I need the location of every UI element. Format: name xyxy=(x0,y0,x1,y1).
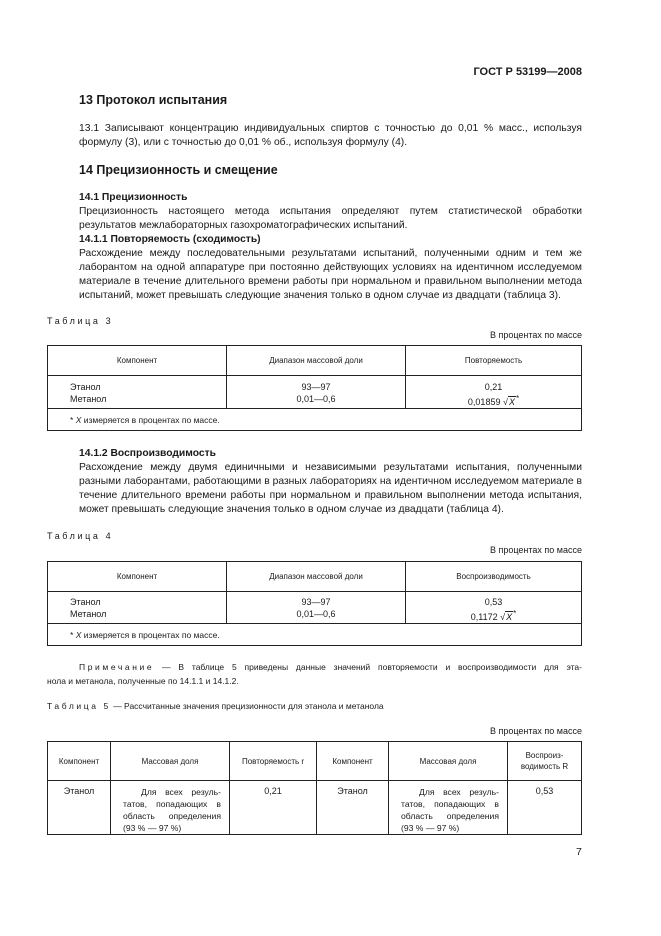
table5-unit: В процентах по массе xyxy=(489,726,582,736)
table4-row1-value: 0,53 xyxy=(484,597,503,607)
table5-frac2-l1: Для всех резуль- xyxy=(419,787,499,797)
table5-col-mass-fraction2: Массовая доля xyxy=(389,742,508,781)
table4-row1-range: 93—97 xyxy=(301,597,331,607)
document-header: ГОСТ Р 53199—2008 xyxy=(473,66,582,78)
table4-row1-name: Этанол xyxy=(70,597,101,607)
para-14-1-1-line3: материале в течение длительного времени работы при нормальном и правильном выполнении метода xyxy=(79,276,582,287)
sqrt-icon: √ xyxy=(502,397,508,407)
table3-row1-name: Этанол xyxy=(70,382,101,392)
table5-frac2-l3: область определения xyxy=(401,811,499,821)
table5-caption xyxy=(47,701,384,711)
table3-unit: В процентах по массе xyxy=(489,330,582,340)
table3-row1-range: 93—97 xyxy=(301,382,331,392)
table3-footnote-star: * xyxy=(70,414,74,425)
table4-col-reproducibility: Воспроизводимость xyxy=(406,562,582,592)
table4-sqrt-var: X xyxy=(506,612,513,622)
table3-col-repeatability: Повторяемость xyxy=(406,346,582,376)
para-14-1-line1: Прецизионность настоящего метода испытания определяют путем статистической обработки xyxy=(79,206,582,217)
para-14-1-2-line2: разными лаборантами, работающими в разных лабораториях на идентичном исследуемом материале в xyxy=(79,476,582,487)
table3-values xyxy=(406,376,582,409)
table5-frac2-l4: (93 % — 97 %) xyxy=(401,823,460,833)
table5-row-fraction2 xyxy=(389,781,508,835)
para-14-1-1-line4: испытаний, может превышать следующие значения только в одном случае из двадцати (таблица 3). xyxy=(79,290,561,301)
table5-col-reproducibility xyxy=(508,742,582,781)
para-13-1-line1: 13.1 Записывают концентрацию индивидуальных спиртов с точностью до 0,01 % масс., используя xyxy=(79,123,582,134)
section-14-title: 14 Прецизионность и смещение xyxy=(79,163,278,177)
table3-caption: Таблица 3 xyxy=(47,316,114,326)
para-13-1-line2: формулу (3), или с точностью до 0,01 % об., используя формулу (4). xyxy=(79,137,408,148)
table3-row2-coef: 0,01859 xyxy=(467,397,501,407)
section-14-1-1-title: 14.1.1 Повторяемость (сходимость) xyxy=(79,234,261,245)
table4-row2-range: 0,01—0,6 xyxy=(296,609,336,619)
table5-col6-line1: Воспроиз- xyxy=(525,751,564,760)
table4-footnote xyxy=(48,624,582,646)
para-14-1-1-line2: лаборантом на одной аппаратуре при постоянно действующих условиях на идентичном исследуемом xyxy=(79,262,582,273)
note-label: Примечание xyxy=(79,662,155,672)
table4-values xyxy=(406,592,582,624)
table3-row2-value xyxy=(406,393,581,408)
table4-caption: Таблица 4 xyxy=(47,531,114,541)
table5 xyxy=(47,741,582,835)
para-14-1-line2: результатов межлабораторных газохроматографических испытаний. xyxy=(79,220,408,231)
table4-row2-name: Метанол xyxy=(70,609,107,619)
para-14-1-1-line1: Расхождение между последовательными результатами испытаний, полученными одним и тем же xyxy=(79,248,582,259)
para-14-1-2-line3: течение длительного времени работы при нормальном и правильном выполнении метода испытания, xyxy=(79,490,582,501)
table5-row-name2: Этанол xyxy=(317,781,389,835)
table5-frac1-l1: Для всех резуль- xyxy=(141,787,221,797)
table4-ranges xyxy=(227,592,406,624)
table5-caption-label: Таблица 5 xyxy=(47,701,111,711)
table5-frac2-l2: татов, попадающих в xyxy=(401,799,499,809)
note-line1-text: — В таблице 5 приведены данные значений повторяемости и воспроизводимости для эта- xyxy=(154,662,582,672)
table5-frac1-l4: (93 % — 97 %) xyxy=(123,823,182,833)
table4-footnote-star: * xyxy=(70,629,74,640)
section-14-1-2-title: 14.1.2 Воспроизводимость xyxy=(79,448,217,459)
table5-frac1-l2: татов, попадающих в xyxy=(123,799,221,809)
section-14-1-title: 14.1 Прецизионность xyxy=(79,192,188,203)
note-line1 xyxy=(79,662,582,672)
note-line2: нола и метанола, полученные по 14.1.1 и 14.1.2. xyxy=(47,676,239,686)
table5-row-fraction1 xyxy=(111,781,230,835)
para-14-1-2-line4: может превышать следующие значения только в одном случае из двадцати (таблица 4). xyxy=(79,504,504,515)
table4-row2-value xyxy=(406,608,581,623)
table3-footnote xyxy=(48,409,582,431)
table4-unit: В процентах по массе xyxy=(489,545,582,555)
page-number: 7 xyxy=(576,846,582,858)
table3-row2-name: Метанол xyxy=(70,394,107,404)
table5-col-mass-fraction: Массовая доля xyxy=(111,742,230,781)
section-13-title: 13 Протокол испытания xyxy=(79,93,228,107)
table5-col-repeatability: Повторяемость r xyxy=(230,742,317,781)
table3-row2-range: 0,01—0,6 xyxy=(296,394,336,404)
para-14-1-2-line1: Расхождение между двумя единичными и независимыми результатами испытания, полученными xyxy=(79,462,582,473)
table5-col-component: Компонент xyxy=(48,742,111,781)
table3-sqrt-var: X xyxy=(508,397,515,407)
table3-components xyxy=(48,376,227,409)
table4-footnote-var: X xyxy=(75,629,82,640)
table4-components xyxy=(48,592,227,624)
table5-row-name1: Этанол xyxy=(48,781,111,835)
table4-star: * xyxy=(513,609,517,618)
table4-col-component: Компонент xyxy=(48,562,227,592)
table4 xyxy=(47,561,582,646)
table4-col-range: Диапазон массовой доли xyxy=(227,562,406,592)
table4-row2-coef: 0,1172 xyxy=(470,612,498,622)
table3-col-range: Диапазон массовой доли xyxy=(227,346,406,376)
table5-row-R: 0,53 xyxy=(508,781,582,835)
table5-caption-text: — Рассчитанные значения прецизионности для этанола и метанола xyxy=(110,701,384,711)
table4-footnote-text: измеряется в процентах по массе. xyxy=(81,629,220,640)
table5-row-r: 0,21 xyxy=(230,781,317,835)
table3-footnote-var: X xyxy=(75,414,82,425)
table3-footnote-text: измеряется в процентах по массе. xyxy=(81,414,220,425)
table3 xyxy=(47,345,582,431)
table3-ranges xyxy=(227,376,406,409)
table3-row1-value: 0,21 xyxy=(484,382,503,392)
table3-col-component: Компонент xyxy=(48,346,227,376)
table3-star: * xyxy=(515,394,520,403)
table5-frac1-l3: область определения xyxy=(123,811,221,821)
table5-col-component2: Компонент xyxy=(317,742,389,781)
sqrt-icon: √ xyxy=(500,612,506,622)
table5-col6-line2: водимость R xyxy=(520,762,569,771)
